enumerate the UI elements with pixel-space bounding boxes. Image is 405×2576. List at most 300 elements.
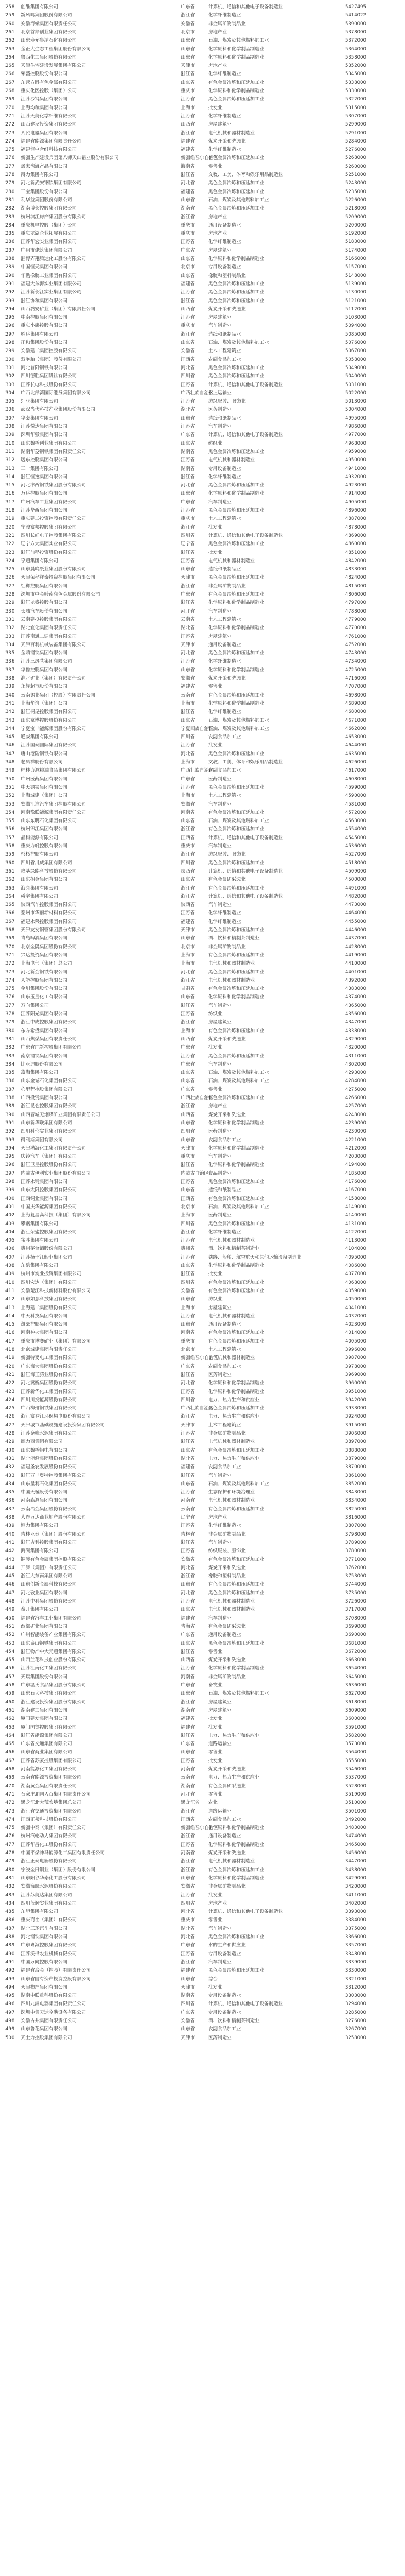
cell-rank: 459 (5, 1691, 15, 1697)
cell-rank: 358 (5, 843, 15, 849)
cell-rank: 489 (5, 1943, 15, 1949)
cell-revenue: 5148000 (345, 273, 366, 279)
cell-region: 江西省 (181, 356, 195, 363)
cell-revenue: 3546000 (345, 1767, 366, 1772)
table-row (0, 549, 405, 557)
cell-name: 天津百利机械装备集团有限公司 (21, 642, 87, 648)
cell-revenue: 4095000 (345, 1254, 366, 1260)
cell-revenue: 3771000 (345, 1556, 366, 1562)
cell-rank: 482 (5, 1884, 15, 1890)
cell-name: 山西焦煤集团有限责任公司 (21, 1036, 77, 1042)
cell-region: 天津市 (181, 927, 195, 933)
cell-industry: 纺织服装、服饰业 (208, 399, 246, 405)
cell-name: 广东海大集团股份有限公司 (21, 1363, 77, 1369)
cell-industry: 电力、热力生产和供应业 (208, 1397, 260, 1403)
cell-region: 江苏省 (181, 457, 195, 463)
cell-revenue: 5378000 (345, 29, 366, 35)
table-row (0, 1992, 405, 2000)
table-row (0, 876, 405, 884)
cell-region: 山东省 (181, 936, 195, 942)
cell-industry: 电力、热力生产和供应业 (208, 1456, 260, 1462)
cell-industry: 黑色金属冶炼和压延加工业 (208, 1968, 265, 1974)
cell-name: 东方希望集团有限公司 (21, 1028, 68, 1034)
cell-name: 江苏南通二建集团有限公司 (21, 633, 77, 639)
cell-region: 福建省 (181, 147, 195, 153)
cell-name: 浙江桐昆控股集团有限公司 (21, 709, 77, 715)
cell-region: 山东省 (181, 340, 195, 346)
cell-industry: 电气机械和器材制造业 (208, 457, 255, 463)
cell-rank: 344 (5, 726, 15, 732)
cell-revenue: 4950000 (345, 457, 366, 463)
cell-rank: 311 (5, 449, 15, 455)
cell-industry: 纺织业 (208, 1011, 223, 1017)
cell-region: 福建省 (181, 281, 195, 287)
cell-industry: 黑色金属冶炼和压延加工业 (208, 1640, 265, 1646)
cell-industry: 道路运输业 (208, 1741, 232, 1747)
table-row (0, 1178, 405, 1186)
cell-region: 福建省 (181, 1968, 195, 1974)
cell-revenue: 4140000 (345, 1213, 366, 1219)
table-row (0, 1329, 405, 1337)
cell-name: 河南神火集团有限公司 (21, 1330, 68, 1336)
table-row (0, 1346, 405, 1354)
table-row (0, 1044, 405, 1052)
cell-rank: 354 (5, 809, 15, 816)
cell-industry: 黑色金属冶炼和压延加工业 (208, 650, 265, 656)
cell-region: 浙江省 (181, 1003, 195, 1009)
cell-name: 天津物产集团有限公司 (21, 1984, 68, 1990)
cell-industry: 有色金属冶炼和压延加工业 (208, 1556, 265, 1562)
cell-industry: 煤炭开采和洗选业 (208, 1767, 246, 1772)
cell-name: 山东招金集团有限公司 (21, 877, 68, 883)
cell-rank: 375 (5, 986, 15, 992)
cell-region: 黑龙江省 (181, 1800, 200, 1806)
cell-name: 内蒙古伊利实业集团股份有限公司 (21, 1170, 91, 1176)
table-row (0, 1514, 405, 1522)
table-row (0, 1338, 405, 1346)
table-row (0, 1656, 405, 1665)
cell-rank: 427 (5, 1422, 15, 1428)
cell-name: 宁波富邦控股集团有限公司 (21, 524, 77, 530)
cell-industry: 汽车制造业 (208, 843, 232, 849)
cell-revenue: 4131000 (345, 1221, 366, 1227)
cell-industry: 化学原料和化学制品制造业 (208, 256, 265, 262)
cell-name: 安徽江淮汽车集团控股有限公司 (21, 801, 87, 807)
cell-region: 江西省 (181, 1816, 195, 1822)
table-row (0, 1774, 405, 1782)
cell-name: 重庆商社（集团）有限公司 (21, 1917, 77, 1923)
cell-revenue: 3717000 (345, 1607, 366, 1613)
cell-rank: 264 (5, 54, 15, 60)
cell-region: 湖南省 (181, 1783, 195, 1789)
table-row (0, 1556, 405, 1564)
table-row (0, 163, 405, 171)
cell-revenue: 3924000 (345, 1414, 366, 1420)
cell-industry: 医药制造业 (208, 407, 232, 413)
cell-name: 杭州汽轮动力集团有限公司 (21, 1833, 77, 1839)
cell-rank: 331 (5, 616, 15, 622)
cell-revenue: 3375000 (345, 1926, 366, 1932)
cell-rank: 364 (5, 893, 15, 899)
table-row (0, 154, 405, 162)
table-row (0, 1841, 405, 1849)
cell-revenue: 5345000 (345, 71, 366, 77)
cell-revenue: 5076000 (345, 340, 366, 346)
cell-industry: 化学纤维制造业 (208, 147, 241, 153)
cell-name: 江苏沙钢集团有限公司 (21, 97, 68, 103)
cell-region: 广东省 (181, 1943, 195, 1949)
cell-revenue: 4734000 (345, 659, 366, 665)
table-row (0, 188, 405, 196)
cell-rank: 486 (5, 1917, 15, 1923)
cell-revenue: 5166000 (345, 256, 366, 262)
cell-name: 青岛啤酒集团有限公司 (21, 936, 68, 942)
cell-industry: 土木工程建筑业 (208, 793, 241, 799)
table-row (0, 1052, 405, 1061)
cell-name: 红豆集团有限公司 (21, 399, 59, 405)
cell-region: 重庆市 (181, 231, 195, 237)
cell-name: 杭州市实业投资集团有限公司 (21, 1271, 82, 1277)
cell-name: 浙江省能源集团有限公司 (21, 1733, 72, 1739)
cell-name: 福建大东海实业集团有限公司 (21, 281, 82, 287)
cell-name: 重庆市博赛矿业（集团）有限公司 (21, 1338, 91, 1344)
cell-rank: 306 (5, 407, 15, 413)
cell-industry: 造纸和纸制品业 (208, 1187, 241, 1193)
cell-revenue: 5226000 (345, 197, 366, 203)
cell-name: 江苏悦达集团有限公司 (21, 424, 68, 429)
cell-region: 湖北省 (181, 1926, 195, 1932)
cell-revenue: 3807000 (345, 1523, 366, 1529)
table-row (0, 129, 405, 138)
cell-name: 四川科伦实业集团有限公司 (21, 1129, 77, 1135)
cell-rank: 384 (5, 1061, 15, 1067)
cell-rank: 383 (5, 1053, 15, 1059)
cell-region: 湖南省 (181, 1993, 195, 1999)
cell-region: 山东省 (181, 46, 195, 52)
cell-revenue: 4554000 (345, 826, 366, 833)
cell-name: 中国平煤神马能源化工集团有限责任公司 (21, 1850, 105, 1856)
cell-rank: 345 (5, 734, 15, 740)
cell-rank: 441 (5, 1539, 15, 1545)
cell-name: 黑龙江北大荒农垦集团总公司 (21, 1800, 82, 1806)
cell-rank: 397 (5, 1170, 15, 1176)
cell-revenue: 5031000 (345, 382, 366, 388)
table-row (0, 1371, 405, 1379)
cell-industry: 酒、饮料和精制茶制造业 (208, 1246, 260, 1252)
table-row (0, 331, 405, 339)
table-row (0, 1849, 405, 1858)
table-row (0, 1220, 405, 1228)
cell-industry: 土木工程建筑业 (208, 616, 241, 622)
table-row (0, 1077, 405, 1085)
cell-name: 广州医药集团有限公司 (21, 776, 68, 782)
cell-region: 山东省 (181, 1607, 195, 1613)
cell-name: 浙江前程投资股份有限公司 (21, 550, 77, 556)
cell-industry: 批发业 (208, 1716, 223, 1722)
cell-name: 浙江万丰奥特控股集团有限公司 (21, 1473, 87, 1479)
cell-region: 山东省 (181, 256, 195, 262)
cell-revenue: 5372000 (345, 38, 366, 44)
cell-name: 荣盛控股股份有限公司 (21, 71, 68, 77)
cell-revenue: 3528000 (345, 1783, 366, 1789)
cell-rank: 433 (5, 1473, 15, 1479)
table-row (0, 1027, 405, 1035)
cell-region: 浙江省 (181, 1020, 195, 1026)
cell-region: 云南省 (181, 692, 195, 698)
cell-rank: 395 (5, 1154, 15, 1160)
cell-industry: 化学纤维制造业 (208, 1229, 241, 1235)
cell-revenue: 3789000 (345, 1539, 366, 1545)
cell-region: 浙江省 (181, 709, 195, 715)
cell-revenue: 4473000 (345, 902, 366, 908)
cell-revenue: 4914000 (345, 491, 366, 497)
cell-region: 江苏省 (181, 1892, 195, 1898)
cell-name: 重庆龙湖企业拓展有限公司 (21, 231, 77, 237)
cell-revenue: 4077000 (345, 1271, 366, 1277)
table-row (0, 649, 405, 658)
table-row (0, 339, 405, 347)
table-row (0, 859, 405, 868)
cell-name: 云南建投控股集团有限公司 (21, 616, 77, 622)
cell-rank: 490 (5, 1951, 15, 1957)
cell-region: 安徽省 (181, 676, 195, 681)
cell-name: 华鲁控股集团有限公司 (21, 667, 68, 673)
cell-revenue: 4239000 (345, 1120, 366, 1126)
cell-rank: 289 (5, 264, 15, 270)
cell-revenue: 5218000 (345, 206, 366, 212)
cell-revenue: 3951000 (345, 1389, 366, 1395)
cell-rank: 268 (5, 88, 15, 94)
cell-industry: 零售业 (208, 1791, 223, 1797)
cell-industry: 通用设备制造业 (208, 1833, 241, 1839)
cell-rank: 352 (5, 793, 15, 799)
table-row (0, 1883, 405, 1891)
cell-revenue: 4599000 (345, 784, 366, 790)
cell-revenue: 5414022 (345, 13, 366, 19)
table-row (0, 473, 405, 482)
cell-name: 东旭集团有限公司 (21, 1909, 59, 1915)
cell-region: 江苏省 (181, 1254, 195, 1260)
cell-region: 江苏省 (181, 1053, 195, 1059)
cell-name: 杭州滨江房产集团股份有限公司 (21, 214, 87, 220)
cell-name: 山西建设投资集团有限公司 (21, 122, 77, 128)
cell-region: 山东省 (181, 1691, 195, 1697)
cell-rank: 467 (5, 1758, 15, 1764)
cell-industry: 批发业 (208, 1758, 223, 1764)
cell-region: 吉林省 (181, 1531, 195, 1537)
cell-name: 东岳集团有限公司 (21, 1263, 59, 1269)
cell-name: 天津住宅建设发展集团有限公司 (21, 63, 87, 69)
cell-revenue: 4743000 (345, 650, 366, 656)
table-row (0, 2017, 405, 2025)
cell-industry: 汽车制造业 (208, 323, 232, 329)
cell-region: 河南省 (181, 809, 195, 816)
cell-rank: 379 (5, 1020, 15, 1026)
cell-region: 江苏省 (181, 239, 195, 245)
cell-name: 福建圣农发展股份有限公司 (21, 1464, 77, 1470)
cell-name: 海澜集团有限公司 (21, 1548, 59, 1554)
cell-revenue: 3411000 (345, 1892, 366, 1898)
cell-industry: 农副食品加工业 (208, 2026, 241, 2033)
cell-rank: 285 (5, 231, 15, 237)
cell-industry: 黑色金属冶炼和压延加工业 (208, 290, 265, 296)
table-row (0, 977, 405, 985)
cell-revenue: 4194000 (345, 1162, 366, 1168)
cell-revenue: 4410000 (345, 961, 366, 967)
cell-industry: 黑色金属冶炼和压延加工业 (208, 1934, 265, 1940)
cell-name: 万达控股集团有限公司 (21, 491, 68, 497)
cell-rank: 356 (5, 826, 15, 833)
table-row (0, 1388, 405, 1396)
table-row (0, 1094, 405, 1102)
table-row (0, 1228, 405, 1237)
cell-region: 贵州省 (181, 1246, 195, 1252)
cell-industry: 房屋建筑业 (208, 1707, 232, 1713)
table-row (0, 1153, 405, 1161)
cell-rank: 293 (5, 298, 15, 304)
cell-region: 四川省 (181, 373, 195, 380)
table-row (0, 70, 405, 78)
cell-region: 浙江省 (181, 1733, 195, 1739)
cell-region: 福建省 (181, 1724, 195, 1730)
table-row (0, 885, 405, 893)
table-row (0, 909, 405, 918)
cell-name: 陕西汽车控股集团有限公司 (21, 902, 77, 908)
cell-revenue: 4707000 (345, 684, 366, 690)
cell-revenue: 4320000 (345, 1045, 366, 1051)
table-row (0, 255, 405, 263)
cell-name: 广州智能装备产业集团有限公司 (21, 1632, 87, 1638)
table-row (0, 2034, 405, 2042)
cell-region: 江苏省 (181, 113, 195, 119)
cell-rank: 317 (5, 499, 15, 505)
cell-industry: 计算机、通信和其他电子设备制造业 (208, 835, 283, 841)
cell-rank: 348 (5, 760, 15, 765)
cell-revenue: 4896000 (345, 508, 366, 513)
cell-region: 青海省 (181, 1623, 195, 1629)
cell-name: 得力集团有限公司 (21, 172, 59, 178)
table-row (0, 1472, 405, 1480)
cell-revenue: 3510000 (345, 1800, 366, 1806)
table-row (0, 1262, 405, 1270)
cell-region: 山东省 (181, 440, 195, 446)
cell-name: 河南能源化工集团有限公司 (21, 1767, 77, 1772)
cell-revenue: 3519000 (345, 1791, 366, 1797)
cell-name: 华泰集团有限公司 (21, 415, 59, 421)
table-row (0, 901, 405, 909)
table-row (0, 112, 405, 121)
cell-rank: 312 (5, 457, 15, 463)
table-row (0, 1908, 405, 1916)
cell-rank: 481 (5, 1875, 15, 1881)
table-row (0, 1933, 405, 1941)
cell-region: 浙江省 (181, 1439, 195, 1445)
cell-rank: 266 (5, 71, 15, 77)
cell-name: 江苏华宏实业集团有限公司 (21, 239, 77, 245)
cell-name: 东营方圆有色金属有限公司 (21, 80, 77, 86)
cell-industry: 黑色金属冶炼和压延加工业 (208, 180, 265, 186)
cell-industry: 煤炭开采和洗选业 (208, 306, 246, 312)
cell-name: 山东晨鸣纸业集团股份有限公司 (21, 567, 87, 573)
cell-revenue: 4365000 (345, 1003, 366, 1009)
cell-industry: 黑色金属冶炼和压延加工业 (208, 860, 265, 866)
cell-rank: 476 (5, 1833, 15, 1839)
cell-revenue: 3942000 (345, 1397, 366, 1403)
cell-rank: 329 (5, 600, 15, 606)
cell-revenue: 4041000 (345, 1305, 366, 1311)
cell-industry: 化学原料和化学制品制造业 (208, 54, 265, 60)
cell-rank: 499 (5, 2026, 15, 2033)
table-row (0, 12, 405, 20)
table-row (0, 1875, 405, 1883)
table-row (0, 775, 405, 784)
table-row (0, 801, 405, 809)
cell-industry: 土木工程建筑业 (208, 348, 241, 354)
cell-name: 广东粤海控股集团有限公司 (21, 1943, 77, 1949)
cell-region: 浙江省 (181, 1867, 195, 1873)
cell-name: 山东泰山钢铁集团有限公司 (21, 1640, 77, 1646)
cell-rank: 385 (5, 1070, 15, 1076)
cell-revenue: 5268000 (345, 155, 366, 161)
cell-name: 重庆化医控股（集团）公司 (21, 88, 77, 94)
cell-name: 浙江卫星控股股份有限公司 (21, 1162, 77, 1168)
cell-rank: 274 (5, 138, 15, 144)
cell-industry: 有色金属冶炼和压延加工业 (208, 1095, 265, 1101)
table-row (0, 1665, 405, 1673)
cell-industry: 化学原料和化学制品制造业 (208, 625, 265, 631)
cell-rank: 325 (5, 567, 15, 573)
cell-industry: 黑色金属冶炼和压延加工业 (208, 1406, 265, 1412)
cell-industry: 化学原料和化学制品制造业 (208, 46, 265, 52)
table-row (0, 1892, 405, 1900)
table-row (0, 658, 405, 666)
table-row (0, 1757, 405, 1765)
cell-name: 心里程控股集团有限公司 (21, 1086, 72, 1092)
cell-rank: 332 (5, 625, 15, 631)
cell-name: 南京钢铁集团有限公司 (21, 1053, 68, 1059)
cell-region: 浙江省 (181, 1699, 195, 1705)
cell-rank: 414 (5, 1313, 15, 1319)
cell-region: 重庆市 (181, 323, 195, 329)
cell-revenue: 3699000 (345, 1623, 366, 1629)
table-row (0, 1505, 405, 1514)
cell-industry: 黑色金属冶炼和压延加工业 (208, 541, 265, 547)
cell-region: 山东省 (181, 1447, 195, 1453)
cell-industry: 农副食品加工业 (208, 1363, 241, 1369)
cell-revenue: 4905000 (345, 499, 366, 505)
table-row (0, 599, 405, 607)
cell-region: 云南省 (181, 1775, 195, 1781)
table-row (0, 138, 405, 146)
cell-rank: 307 (5, 415, 15, 421)
cell-name: 上海建工集团股份有限公司 (21, 1305, 77, 1311)
cell-region: 江苏省 (181, 558, 195, 564)
cell-revenue: 5183000 (345, 239, 366, 245)
cell-rank: 401 (5, 1204, 15, 1210)
cell-region: 四川省 (181, 1221, 195, 1227)
cell-revenue: 3735000 (345, 1590, 366, 1596)
table-row (0, 507, 405, 515)
cell-rank: 443 (5, 1556, 15, 1562)
cell-rank: 349 (5, 768, 15, 774)
cell-industry: 非金属矿物制品业 (208, 1674, 246, 1680)
cell-industry: 化学纤维制造业 (208, 1523, 241, 1529)
cell-region: 陕西省 (181, 868, 195, 874)
cell-revenue: 3762000 (345, 1565, 366, 1571)
cell-industry: 电气机械和器材制造业 (208, 1498, 255, 1504)
table-row (0, 935, 405, 943)
cell-industry: 计算机、通信和其他电子设备制造业 (208, 4, 283, 10)
